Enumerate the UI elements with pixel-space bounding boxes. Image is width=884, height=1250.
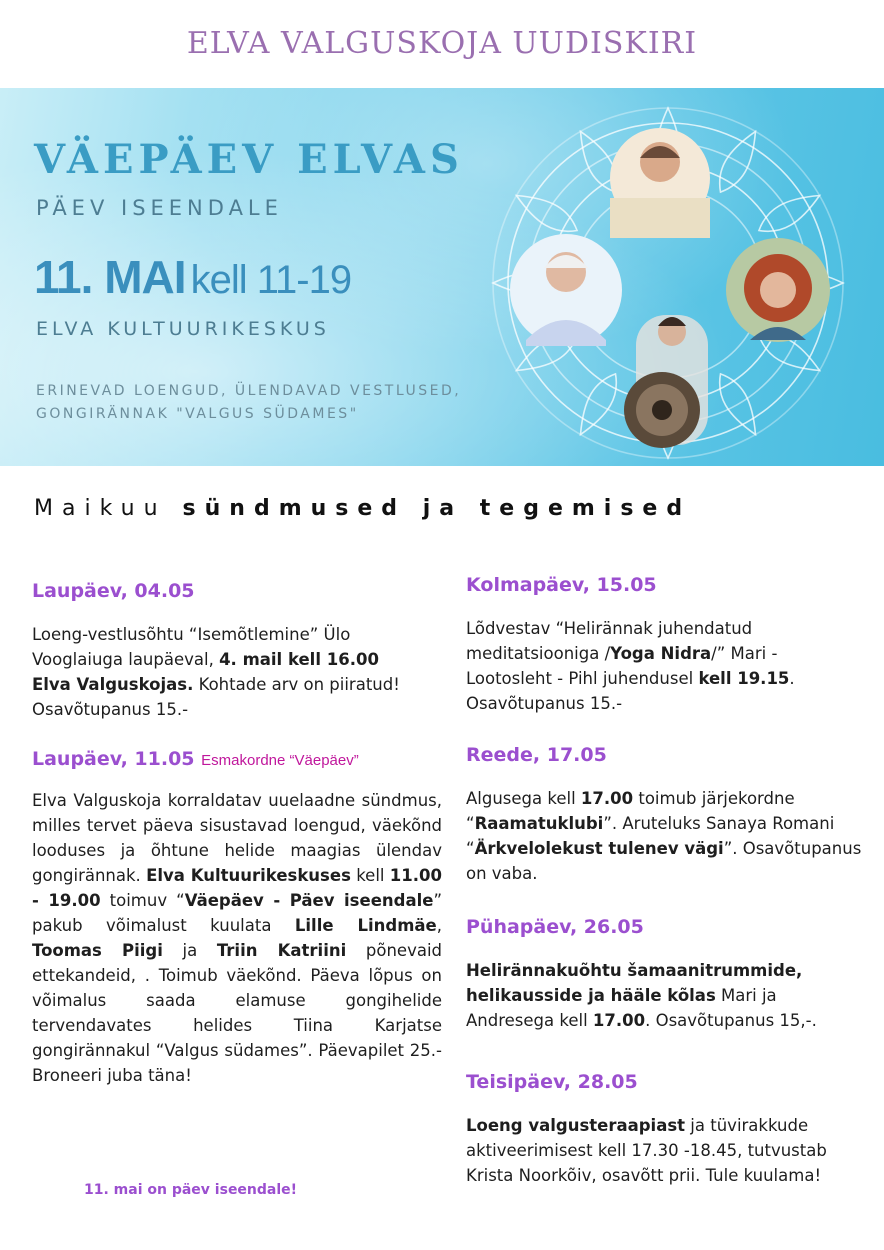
speaker-photo-gong — [624, 315, 708, 448]
event-text-segment: ” pakub võimalust kuulata — [32, 891, 442, 935]
event-text-bold: Lille Lindmäe — [294, 916, 437, 935]
event-text-segment: /” Mari - Lootosleht - Pihl juhendusel — [466, 644, 778, 688]
event-text-bold: Väepäev - Päev iseendale — [184, 891, 434, 910]
event-day-label: Teisipäev, 28.05 — [466, 1071, 638, 1093]
event-text-segment: Algusega kell — [466, 789, 581, 808]
speaker-photo-man — [610, 128, 710, 238]
event-text-segment: Loeng-vestlusõhtu “Isemõtlemine” Ülo Vooglaiuga laupäeval, — [32, 625, 351, 669]
event-description — [466, 616, 826, 716]
event-text-segment: ”. Osavõtupanus on vaba. — [466, 839, 862, 883]
event-wed-1505 — [466, 574, 856, 716]
banner-subtitle: PÄEV ISEENDALE — [36, 196, 283, 220]
event-text-segment: , — [436, 916, 442, 935]
event-text-segment: . Osavõtupanus 15,-. — [645, 1011, 817, 1030]
mandala-graphic — [478, 100, 858, 466]
event-text-bold: 17.00 — [580, 789, 634, 808]
event-text-segment: kell — [350, 866, 390, 885]
event-sat-0405 — [32, 580, 442, 722]
banner-date-time: kell 11-19 — [190, 258, 352, 302]
event-text-bold: 4. mail kell 16.00 Elva Valguskojas. — [32, 650, 379, 694]
banner-date — [34, 250, 351, 304]
event-fri-1705 — [466, 744, 862, 886]
event-day-label: Pühapäev, 26.05 — [466, 916, 644, 938]
banner-description — [36, 380, 461, 426]
event-text-segment: põnevaid ettekandeid, . Toimub väekõnd. Päeva lõpus on võimalus saada elamuse gongihelide tervendavates helides Tiina Karjatse gongirännakul “Valgus südames”. Päevapilet 25.- Broneeri juba täna! — [32, 941, 443, 1085]
event-text-bold: Elva Kultuurikeskuses — [146, 866, 351, 885]
event-day-label — [32, 748, 442, 770]
event-text-bold: Triin Katriini — [216, 941, 347, 960]
event-text-segment: . Osavõtupanus 15.- — [466, 669, 795, 713]
speaker-photo-elderly-woman — [510, 234, 622, 346]
section-heading-bold: sündmused ja tegemised — [182, 496, 692, 521]
event-note: Esmakordne “Väepäev” — [201, 752, 359, 769]
section-heading-light: Maikuu — [34, 496, 167, 521]
event-text-bold: Yoga Nidra — [610, 644, 712, 663]
event-day-label: Reede, 17.05 — [466, 744, 607, 766]
banner-date-main: 11. MAI — [34, 251, 186, 303]
section-heading — [34, 496, 691, 521]
event-sat-1105 — [32, 748, 442, 1088]
event-description — [466, 786, 866, 886]
event-description — [466, 958, 866, 1033]
event-text-segment: ja — [162, 941, 217, 960]
event-text-segment: Elva Valguskoja korraldatav uuelaadne sündmus, milles tervet päeva sisustavad loengud, väekõnd looduses ja õhtune helide maagias ülendav gongirännak. — [32, 791, 442, 885]
event-text-segment: toimub järjekordne “ — [466, 789, 795, 833]
event-text-bold: 17.00 — [592, 1011, 646, 1030]
event-text-segment: toimuv “ — [100, 891, 185, 910]
event-sun-2605 — [466, 916, 856, 1033]
event-day-text: Laupäev, 11.05 — [32, 748, 195, 770]
event-text-bold: Helirännakuõhtu šamaanitrummide, helikausside ja hääle kõlas — [466, 961, 803, 1005]
event-text-segment: ”. Aruteluks Sanaya Romani “ — [466, 814, 835, 858]
event-banner — [0, 88, 884, 466]
closing-tagline: 11. mai on päev iseendale! — [84, 1182, 298, 1198]
event-description — [32, 622, 417, 722]
banner-venue: ELVA KULTUURIKESKUS — [36, 318, 330, 340]
event-text-bold: Toomas Piigi — [32, 941, 163, 960]
event-text-bold: Raamatuklubi — [474, 814, 604, 833]
event-text-segment: ja tüvirakkude aktiveerimisest kell 17.30 -18.45, tutvustab Krista Noorkõiv, osavõtt prii. Tule kuulama! — [466, 1116, 827, 1185]
event-text-segment: Kohtade arv on piiratud! Osavõtupanus 15.- — [32, 675, 400, 719]
event-tue-2805 — [466, 1071, 856, 1188]
event-text-bold: kell 19.15 — [698, 669, 790, 688]
event-day-label: Laupäev, 04.05 — [32, 580, 195, 602]
event-text-bold: Ärkvelolekust tulenev vägi — [474, 839, 724, 858]
event-text-bold: Loeng valgusteraapiast — [466, 1116, 686, 1135]
event-description — [466, 1113, 856, 1188]
event-text-bold: 11.00 - 19.00 — [32, 866, 442, 910]
banner-desc-line-1: ERINEVAD LOENGUD, ÜLENDAVAD VESTLUSED, — [36, 383, 462, 399]
banner-desc-line-2: GONGIRÄNNAK "VALGUS SÜDAMES" — [36, 406, 359, 422]
event-day-label: Kolmapäev, 15.05 — [466, 574, 657, 596]
speaker-photo-redhair-woman — [726, 238, 830, 342]
event-description — [32, 788, 442, 1088]
newsletter-title: ELVA VALGUSKOJA UUDISKIRI — [186, 26, 698, 61]
event-text-segment: Lõdvestav “Helirännak juhendatud meditatsiooniga / — [466, 619, 753, 663]
event-text-segment: Mari ja Andresega kell — [466, 986, 777, 1030]
banner-title: VÄEPÄEV ELVAS — [34, 136, 464, 183]
